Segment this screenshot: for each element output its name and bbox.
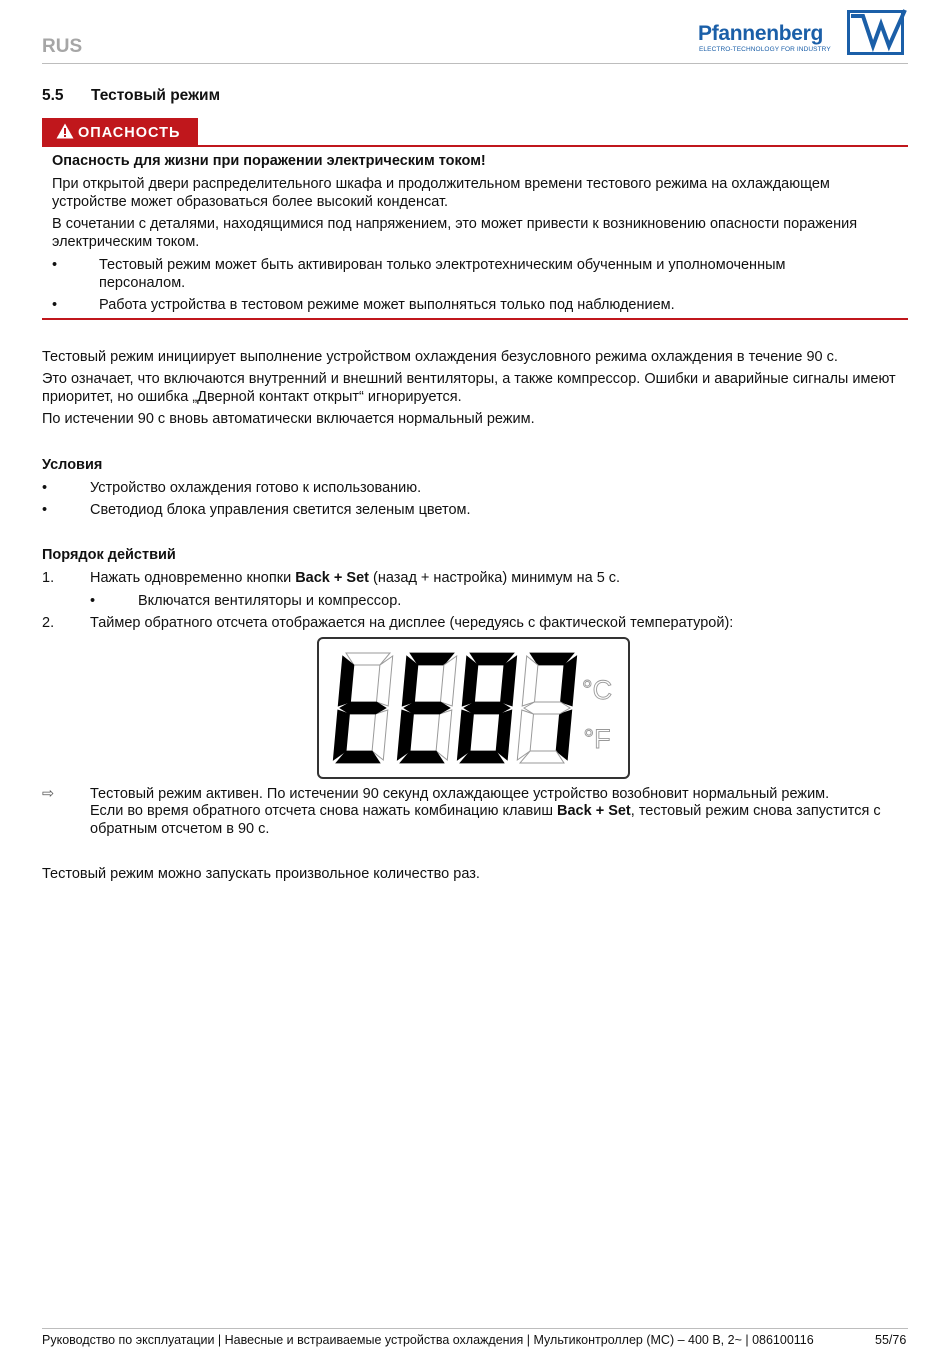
result-text-part: , тестовый режим снова запустится с обратным отсчетом в 90 с. [90, 803, 881, 837]
bullet-dot-icon: • [52, 297, 58, 313]
segment-g-unlit [524, 702, 570, 714]
segment-c-unlit [372, 710, 388, 760]
bullet-dot-icon: • [52, 257, 58, 273]
segment-g-lit [464, 702, 510, 714]
unit-fahrenheit-label: °F [583, 724, 611, 754]
seven-segment-display [317, 637, 630, 779]
intro-paragraph: Тестовый режим инициирует выполнение устройством охлаждения безусловного режима охлаждения в течение 90 с. [42, 349, 838, 365]
section-number: 5.5 [42, 87, 64, 104]
key-combination: Back + Set [295, 570, 369, 586]
unit-celsius-label: °C [581, 675, 613, 705]
conditions-heading: Условия [42, 457, 103, 473]
display-digits [319, 639, 628, 777]
procedure-heading: Порядок действий [42, 547, 176, 563]
condition-text: Устройство охлаждения готово к использованию. [90, 480, 422, 496]
bullet-dot-icon: • [42, 480, 48, 496]
section-title: Тестовый режим [91, 87, 221, 104]
segment-f-lit [402, 656, 418, 706]
segment-c-lit [496, 710, 512, 760]
intro-paragraph: По истечении 90 с вновь автоматически включается нормальный режим. [42, 411, 535, 427]
key-combination: Back + Set [557, 803, 631, 819]
segment-c-unlit [436, 710, 452, 760]
step-text-part: Нажать одновременно кнопки [90, 570, 296, 586]
segment-f-lit [462, 656, 478, 706]
header-divider [42, 63, 908, 64]
brand-logo [698, 8, 908, 56]
footer-document-info: Руководство по эксплуатации | Навесные и встраиваемые устройства охлаждения | Мультиконтроллер (MC) – 400 В, 2~ | 086100116 [42, 1333, 814, 1347]
substep-text: Включатся вентиляторы и компрессор. [138, 593, 402, 609]
danger-paragraph: В сочетании с деталями, находящимися под напряжением, это может привести к возникновению опасности поражения электрическим током. [52, 216, 858, 250]
warning-triangle-icon [56, 123, 74, 139]
bullet-dot-icon: • [42, 502, 48, 518]
bullet-dot-icon: • [90, 593, 96, 609]
logo-mark-icon [847, 8, 907, 56]
danger-paragraph: При открытой двери распределительного шкафа и продолжительном времени тестового режима на охлаждающем устройстве может образоваться более высокий конденсат. [52, 176, 830, 210]
step-text: Таймер обратного отсчета отображается на дисплее (чередуясь с фактической температурой): [90, 615, 734, 631]
danger-bullet-text: Тестовый режим может быть активирован только электротехническим обученным и уполномоченным персоналом. [99, 257, 786, 291]
step-number: 1. [42, 570, 55, 586]
page-number: 55/76 [875, 1333, 907, 1347]
step-text-part: (назад + настройка) минимум на 5 с. [368, 570, 621, 586]
result-text-part: Если во время обратного отсчета снова нажать комбинацию клавиш [90, 803, 557, 819]
logo-wordmark: Pfannenberg [698, 22, 824, 45]
result-text-repeat [90, 803, 890, 838]
step-text [90, 570, 900, 588]
footer-divider [42, 1328, 908, 1329]
segment-f-unlit [522, 656, 538, 706]
step-number: 2. [42, 615, 55, 631]
danger-top-rule [42, 145, 908, 147]
segment-f-lit [338, 656, 354, 706]
intro-paragraph: Это означает, что включаются внутренний и внешний вентиляторы, а также компрессор. Ошибки и аварийные сигналы имеют приоритет, но ошибка „Дверной контакт открыт“ игнорируется. [42, 371, 896, 405]
section-heading [42, 87, 220, 105]
segment-g-lit [404, 702, 450, 714]
danger-label-tab [42, 118, 198, 146]
closing-paragraph: Тестовый режим можно запускать произвольное количество раз. [42, 866, 480, 882]
result-text: Тестовый режим активен. По истечении 90 секунд охлаждающее устройство возобновит нормальный режим. [90, 786, 830, 802]
result-arrow-icon: ⇨ [42, 786, 55, 802]
language-code: RUS [42, 36, 83, 57]
logo-tagline: ELECTRO-TECHNOLOGY FOR INDUSTRY [699, 46, 831, 53]
danger-label: ОПАСНОСТЬ [78, 125, 181, 141]
segment-g-lit [340, 702, 386, 714]
danger-headline: Опасность для жизни при поражении электрическим током! [52, 153, 486, 169]
danger-bottom-rule [42, 318, 908, 320]
condition-text: Светодиод блока управления светится зеленым цветом. [90, 502, 471, 518]
segment-c-lit [556, 710, 572, 760]
danger-bullet-text: Работа устройства в тестовом режиме может выполняться только под наблюдением. [99, 297, 675, 313]
